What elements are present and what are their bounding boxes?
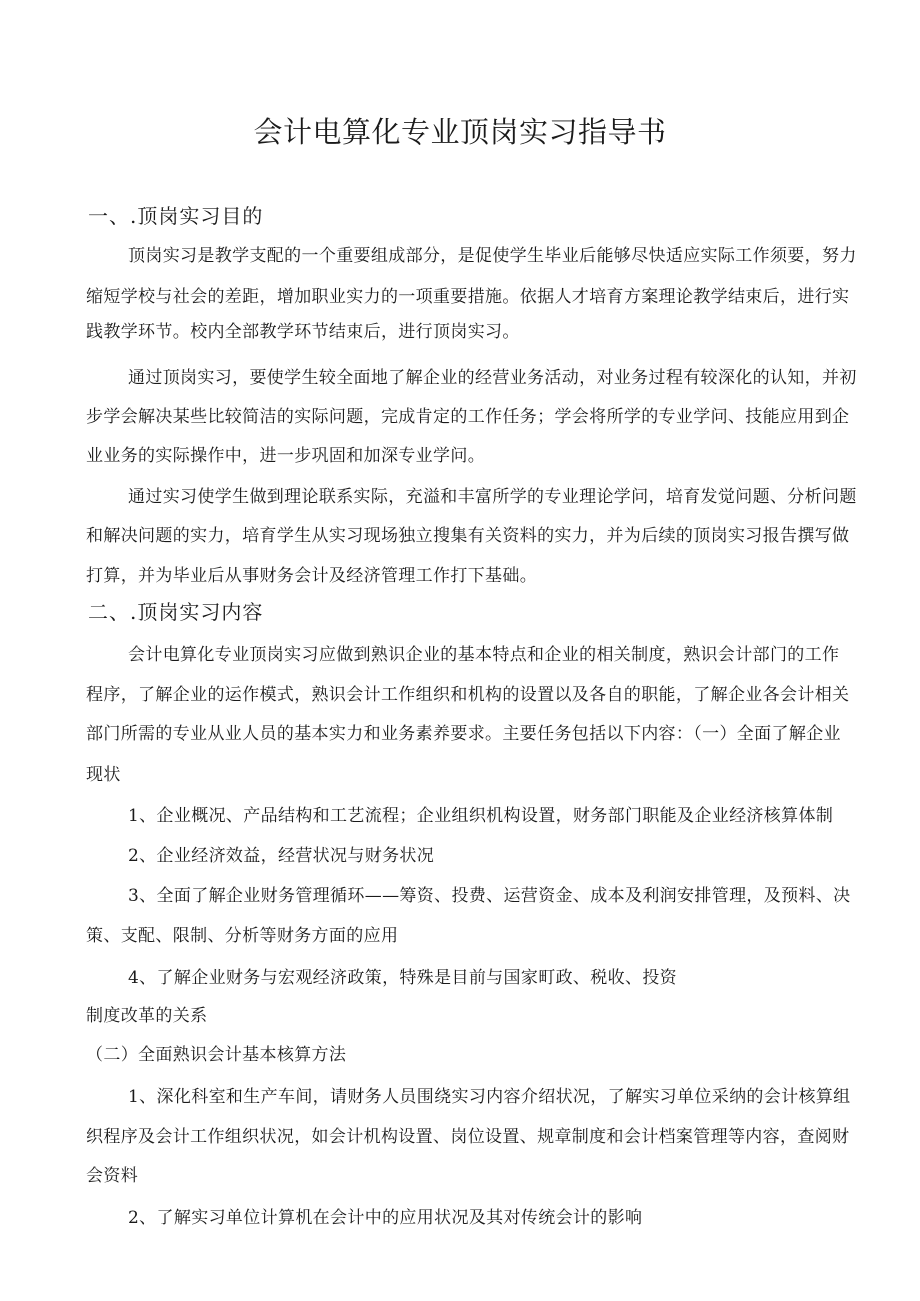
list-item: 4、了解企业财务与宏观经济政策，特殊是目前与国家町政、税收、投资 [128,968,678,988]
list-item: 3、全面了解企业财务管理循环——筹资、投费、运营资金、成本及利润安排管理，及预料、决 [128,886,851,906]
paragraph-line: 步学会解决某些比较简洁的实际问题，完成肯定的工作任务；学会将所学的专业学问、技能应用到企 [86,407,850,427]
paragraph-line: 业业务的实际操作中，进一步巩固和加深专业学问。 [86,446,486,466]
paragraph-line: 缩短学校与社会的差距，增加职业实力的一项重要措施。依据人才培育方案理论教学结束后，进行实 [86,287,850,307]
paragraph-line: 通过实习使学生做到理论联系实际，充溢和丰富所学的专业理论学问，培育发觉问题、分析问题 [128,487,857,507]
paragraph-line: 部门所需的专业从业人员的基本实力和业务素养要求。主要任务包括以下内容：（一）全面了解企业 [86,724,841,744]
section-heading: 一、.顶岗实习目的 [88,204,264,228]
list-item: 1、深化科室和生产车间，请财务人员围绕实习内容介绍状况，了解实习单位采纳的会计核算组 [128,1087,851,1107]
list-item-continuation: 制度改革的关系 [86,1006,208,1026]
paragraph-line: 通过顶岗实习，要使学生较全面地了解企业的经营业务活动，对业务过程有较深化的认知，并初 [128,368,857,388]
subsection-heading: （二）全面熟识会计基本核算方法 [86,1045,347,1065]
list-item: 2、企业经济效益，经营状况与财务状况 [128,846,435,866]
paragraph-line: 顶岗实习是教学支配的一个重要组成部分，是促使学生毕业后能够尽快适应实际工作须要，努力 [128,246,857,266]
list-item-continuation: 织程序及会计工作组织状况，如会计机构设置、岗位设置、规章制度和会计档案管理等内容，查阅财 [86,1127,850,1147]
paragraph-line: 会计电算化专业顶岗实习应做到熟识企业的基本特点和企业的相关制度，熟识会计部门的工作 [128,645,840,665]
list-item-continuation: 会资料 [86,1166,139,1186]
list-item: 1、企业概况、产品结构和工艺流程；企业组织机构设置，财务部门职能及企业经济核算体制 [128,806,834,826]
section-heading: 二、.顶岗实习内容 [88,600,264,624]
document-title: 会计电算化专业顶岗实习指导书 [253,115,667,149]
list-item: 2、了解实习单位计算机在会计中的应用状况及其对传统会计的影响 [128,1208,643,1228]
paragraph-line: 现状 [86,765,121,785]
list-item-continuation: 策、支配、限制、分析等财务方面的应用 [86,926,399,946]
paragraph-line: 践教学环节。校内全部教学环节结束后，进行顶岗实习。 [86,322,520,342]
paragraph-line: 打算，并为毕业后从事财务会计及经济管理工作打下基础。 [86,566,538,586]
paragraph-line: 程序，了解企业的运作模式，熟识会计工作组织和机构的设置以及各自的职能，了解企业各会计相关 [86,685,850,705]
paragraph-line: 和解决问题的实力，培育学生从实习现场独立搜集有关资料的实力，并为后续的顶岗实习报告撰写做 [86,526,850,546]
